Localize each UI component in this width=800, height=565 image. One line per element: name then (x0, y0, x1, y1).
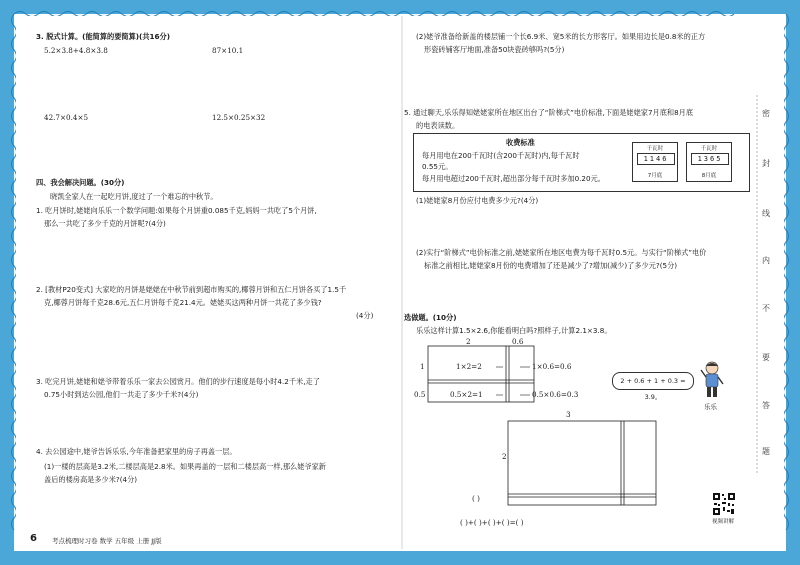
section4-title: 四、我会解决问题。(30分) (36, 178, 125, 187)
diagram-side-label-05: 0.5 (414, 390, 426, 399)
cell-05x2: 0.5×2=1 (450, 390, 483, 399)
problem5-q1: (1)姥姥家8月份应付电费多少元?(4分) (416, 196, 539, 205)
meter-month: 7月底 (647, 173, 663, 179)
cell-1x06: 1×0.6=0.6 (532, 362, 572, 371)
problem2-line2: 克,椰蓉月饼每千克28.6元,五仁月饼每千克21.4元。姥姥买这两种月饼一共花了多少钱? (44, 298, 322, 307)
section4-intro: 晓凯全家人在一起吃月饼,度过了一个难忘的中秋节。 (50, 192, 218, 201)
calc-expr-1: 5.2×3.8+4.8×3.8 (44, 46, 108, 55)
problem5-q2-line2: 标准之前相比,姥姥家8月份的电费增加了还是减少了?增加(减少)了多少元?(5分) (424, 261, 678, 270)
qr-caption: 视频讲解 (712, 519, 735, 525)
meter-reading: 1365 (691, 153, 729, 165)
problem4-line2: (1)一楼的层高是3.2米,二楼层高是2.8米。如果再盖的一层和二楼层高一样,那么姥爷家新 (44, 462, 326, 471)
problem4-line3: 盖后的楼房高是多少米?(4分) (44, 475, 138, 484)
problem5-line2: 的电表读数。 (416, 121, 460, 130)
side-char-8: 题 (762, 447, 770, 456)
meter-reading: 1146 (637, 153, 675, 165)
kid-name: 乐乐 (704, 403, 717, 411)
meter-unit: 千瓦时 (646, 146, 664, 152)
problem3-line1: 3. 吃完月饼,姥姥和姥爷带着乐乐一家去公园赏月。他们的步行速度是每小时4.2千米,走了 (36, 377, 320, 386)
fee-line1: 每月用电在200千瓦时(含200千瓦时)内,每千瓦时 (422, 151, 580, 160)
problem5-q2-line1: (2)实行“阶梯式”电价标准之前,姥姥家所在地区电费为每千瓦时0.5元。与实行“阶梯式”电价 (416, 248, 707, 257)
q3-title: 3. 脱式计算。(能简算的要简算)(共16分) (36, 32, 171, 41)
kid-figure (698, 360, 726, 400)
speech-bubble: 2 + 0.6 + 1 + 0.3 = 3.9。 (612, 372, 694, 390)
page-number: 6 (30, 533, 37, 544)
side-char-6: 要 (762, 353, 770, 362)
problem1-line2: 那么一共吃了多少千克的月饼呢?(4分) (44, 219, 166, 228)
page-footer: 考点梳理时习卷 数学 五年级 上册 JJ版 (52, 537, 162, 545)
diagram-side-label-1: 1 (420, 362, 425, 371)
fee-line3: 每月用电超过200千瓦时,超出部分每千瓦时多加0.20元。 (422, 174, 605, 183)
problem4b-line2: 形瓷砖铺客厅地面,准备50块瓷砖够吗?(5分) (424, 45, 565, 54)
area-model-diagram (410, 336, 610, 406)
calc-expr-4: 12.5×0.25×32 (212, 113, 266, 122)
diagram2-blank[interactable]: ( ) (472, 494, 480, 503)
problem4-line1: 4. 去公园途中,姥爷告诉乐乐,今年准备把家里的房子再盖一层。 (36, 447, 237, 456)
meter-unit: 千瓦时 (700, 146, 718, 152)
optional-intro: 乐乐这样计算1.5×2.6,你能看明白吗?照样子,计算2.1×3.8。 (416, 326, 612, 335)
meter-august (686, 142, 732, 182)
diagram2-side-label: 2 (502, 452, 507, 461)
cell-1x2: 1×2=2 (456, 362, 482, 371)
problem1-line1: 1. 吃月饼时,姥姥向乐乐一个数学问题:如果每个月饼重0.085千克,妈妈一共吃了5个月饼, (36, 206, 317, 215)
answer-line[interactable]: ( )+( )+( )+( )=( ) (460, 518, 524, 527)
side-char-2: 封 (762, 159, 770, 168)
problem5-line1: 5. 通过聊天,乐乐得知姥姥家所在地区出台了“阶梯式”电价标准,下面是姥姥家7月底和8月底 (404, 108, 694, 117)
diagram-top-label-2: 2 (466, 337, 471, 346)
optional-title: 选做题。(10分) (404, 313, 457, 322)
fee-title: 收费标准 (506, 138, 535, 147)
meter-july (632, 142, 678, 182)
problem2-line1: 2. [教材P20变式] 大家吃的月饼是姥姥在中秋节前到超市购买的,椰蓉月饼和五仁月饼各买了1.5千 (36, 285, 347, 294)
fee-standard-box (413, 133, 750, 192)
side-char-7: 答 (762, 401, 770, 410)
diagram-top-label-06: 0.6 (512, 337, 524, 346)
side-char-1: 密 (762, 109, 770, 118)
problem3-line2: 0.75小时到达公园,他们一共走了多少千米?(4分) (44, 390, 199, 399)
side-char-4: 内 (762, 256, 770, 265)
cell-05x06: 0.5×0.6=0.3 (532, 390, 579, 399)
problem2-score: (4分) (356, 311, 374, 320)
calc-expr-2: 87×10.1 (212, 46, 244, 55)
fee-line2: 0.55元。 (422, 162, 453, 171)
diagram2-top-label: 3 (566, 410, 571, 419)
side-char-3: 线 (762, 209, 770, 218)
qr-code-icon (712, 492, 736, 516)
calc-expr-3: 42.7×0.4×5 (44, 113, 89, 122)
meter-month: 8月底 (701, 173, 717, 179)
area-model-blank (505, 418, 660, 508)
side-char-5: 不 (762, 304, 770, 313)
problem4b-line1: (2)姥爷准备给新盖的楼层铺一个长6.9米、宽5米的长方形客厅。如果用边长是0.8米的正方 (416, 32, 706, 41)
